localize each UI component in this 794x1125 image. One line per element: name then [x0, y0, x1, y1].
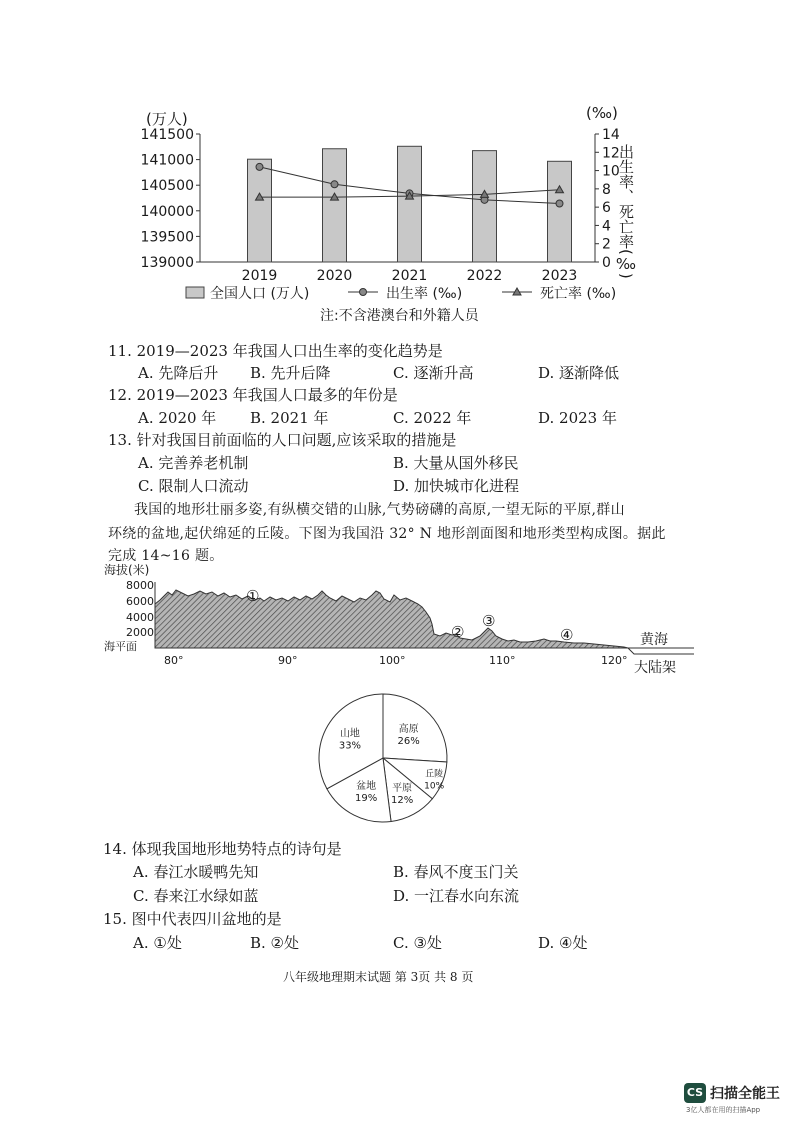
q15-option-d[interactable]: D. ④处	[538, 934, 588, 952]
pie-value-label: 26%	[397, 735, 420, 747]
scanner-tagline: 3亿人都在用的扫描App	[686, 1106, 761, 1114]
q11-option-b[interactable]: B. 先升后降	[250, 364, 331, 382]
profile-marker-1: ①	[246, 587, 260, 605]
q13-option-c[interactable]: C. 限制人口流动	[138, 477, 249, 495]
pie-value-label: 33%	[338, 740, 362, 752]
x-tick-label: 2023	[541, 268, 578, 284]
profile-tick-4000: 4000	[126, 611, 154, 624]
x-tick-label: 2019	[241, 268, 278, 284]
left-tick-label: 140000	[140, 203, 194, 220]
q12-option-c[interactable]: C. 2022 年	[393, 409, 472, 427]
question-14: 14. 体现我国地形地势特点的诗句是	[103, 840, 342, 858]
page-footer: 八年级地理期末试题 第 3页 共 8 页	[283, 970, 474, 984]
q14-option-d[interactable]: D. 一江春水向东流	[393, 887, 520, 905]
left-tick-label: 139500	[140, 229, 194, 246]
right-tick-label: 10	[602, 163, 620, 180]
pie-label: 丘陵	[425, 769, 444, 780]
left-tick-label: 139000	[140, 255, 194, 271]
population-bar	[248, 159, 272, 262]
right-tick-label: 4	[602, 218, 611, 235]
profile-marker-3: ③	[482, 612, 496, 630]
x-tick-label: 2020	[316, 268, 353, 284]
scanner-brand: 扫描全能王	[710, 1086, 780, 1102]
right-axis-title	[616, 144, 636, 279]
pie-value-label: 10%	[424, 781, 445, 792]
right-axis-unit: (‰)	[586, 104, 618, 122]
left-tick-label: 141000	[140, 152, 194, 169]
pie-label: 高原	[398, 723, 419, 735]
continental-shelf-label: 大陆架	[634, 660, 676, 676]
population-chart	[140, 96, 660, 326]
profile-sea-level: 海平面	[104, 640, 137, 653]
q14-option-c[interactable]: C. 春来江水绿如蓝	[133, 887, 259, 905]
legend-death: 死亡率 (‰)	[540, 286, 617, 302]
left-tick-label: 140500	[140, 178, 194, 195]
profile-x-110: 110°	[489, 654, 516, 667]
profile-marker-2: ②	[451, 623, 465, 641]
right-tick-label: 8	[602, 181, 611, 198]
legend-bar-swatch	[186, 287, 204, 298]
profile-tick-8000: 8000	[126, 579, 154, 592]
q12-option-b[interactable]: B. 2021 年	[250, 409, 329, 427]
q11-option-a[interactable]: A. 先降后升	[138, 364, 219, 382]
profile-tick-6000: 6000	[126, 595, 154, 608]
q11-option-d[interactable]: D. 逐渐降低	[538, 364, 620, 382]
chart-legend	[186, 285, 616, 302]
q14-option-b[interactable]: B. 春风不度玉门关	[393, 863, 519, 881]
q13-option-b[interactable]: B. 大量从国外移民	[393, 454, 519, 472]
profile-marker-4: ④	[560, 626, 574, 644]
profile-y-title: 海拔(米)	[104, 563, 150, 577]
population-bar	[473, 151, 497, 262]
profile-tick-2000: 2000	[126, 626, 154, 639]
profile-x-90: 90°	[278, 654, 298, 667]
continental-shelf-line	[628, 648, 694, 654]
yellow-sea-label: 黄海	[640, 632, 668, 648]
q15-option-b[interactable]: B. ②处	[250, 934, 300, 952]
q14-option-a[interactable]: A. 春江水暖鸭先知	[133, 863, 259, 881]
birth-rate-point	[256, 163, 263, 170]
profile-x-100: 100°	[379, 654, 406, 667]
landform-pie-chart	[315, 686, 465, 828]
legend-population: 全国人口 (万人)	[210, 286, 310, 302]
profile-x-120: 120°	[601, 654, 628, 667]
q13-option-d[interactable]: D. 加快城市化进程	[393, 477, 520, 495]
pie-label: 平原	[392, 782, 413, 794]
population-bar	[323, 149, 347, 262]
question-13: 13. 针对我国目前面临的人口问题,应该采取的措施是	[108, 431, 457, 449]
right-tick-label: 2	[602, 236, 611, 253]
pie-label: 盆地	[356, 781, 377, 793]
legend-birth: 出生率 (‰)	[386, 286, 463, 302]
profile-x-80: 80°	[164, 654, 184, 667]
right-tick-label: 14	[602, 127, 620, 143]
passage-line-3: 完成 14~16 题。	[108, 548, 224, 564]
scanner-logo-icon: CS	[684, 1083, 706, 1103]
left-axis-unit: (万人)	[146, 110, 188, 128]
right-tick-label: 6	[602, 200, 611, 217]
pie-value-label: 12%	[390, 794, 414, 806]
passage-line-1: 我国的地形壮丽多姿,有纵横交错的山脉,气势磅礴的高原,一望无际的平原,群山	[134, 502, 625, 518]
birth-rate-point	[331, 181, 338, 188]
right-axis-title-text: 出生率、死亡率(‰)	[617, 144, 635, 279]
question-15: 15. 图中代表四川盆地的是	[103, 910, 282, 928]
x-tick-label: 2021	[391, 268, 428, 284]
legend-birth-marker	[360, 289, 367, 296]
question-11: 11. 2019—2023 年我国人口出生率的变化趋势是	[108, 342, 443, 360]
q12-option-d[interactable]: D. 2023 年	[538, 409, 617, 427]
right-tick-label: 12	[602, 145, 620, 162]
pie-label: 山地	[339, 728, 360, 740]
q15-option-a[interactable]: A. ①处	[133, 934, 182, 952]
terrain-profile-shape	[155, 590, 628, 648]
left-tick-label: 141500	[140, 127, 194, 143]
q13-option-a[interactable]: A. 完善养老机制	[138, 454, 249, 472]
pie-value-label: 19%	[355, 793, 378, 805]
chart-note: 注:不含港澳台和外籍人员	[320, 308, 479, 324]
population-bar	[548, 161, 572, 262]
population-bar	[398, 146, 422, 262]
x-tick-label: 2022	[466, 268, 503, 284]
passage-line-2: 环绕的盆地,起伏绵延的丘陵。下图为我国沿 32° N 地形剖面图和地形类型构成图。据此	[108, 526, 666, 542]
q12-option-a[interactable]: A. 2020 年	[138, 409, 217, 427]
birth-rate-point	[556, 200, 563, 207]
q15-option-c[interactable]: C. ③处	[393, 934, 442, 952]
question-12: 12. 2019—2023 年我国人口最多的年份是	[108, 386, 398, 404]
q11-option-c[interactable]: C. 逐渐升高	[393, 364, 474, 382]
right-tick-label: 0	[602, 255, 611, 271]
terrain-profile	[104, 562, 694, 678]
